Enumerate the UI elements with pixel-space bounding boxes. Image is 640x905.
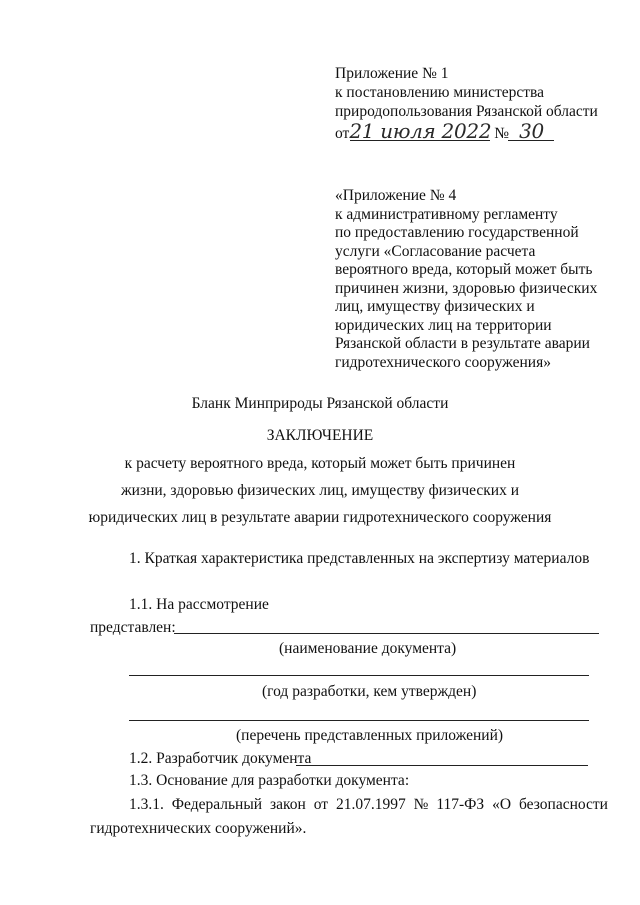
item-1-3-1-word: 1.3.1. (129, 796, 164, 813)
number-underline (508, 140, 554, 141)
appendix4-line: к административному регламенту (335, 206, 558, 223)
appendix4-line: по предоставлению государственной (335, 224, 579, 241)
document-name-blank-line (174, 633, 599, 634)
from-label: от (335, 125, 350, 142)
conclusion-title: ЗАКЛЮЧЕНИЕ (266, 427, 374, 444)
item-1-3-basis: 1.3. Основание для разработки документа: (129, 772, 410, 789)
appendix4-line: вероятного вреда, который может быть (335, 261, 593, 278)
conclusion-subtitle-line: жизни, здоровью физических лиц, имуществу физических и (120, 482, 520, 499)
conclusion-subtitle-line: юридических лиц в результате аварии гидротехнического сооружения (88, 509, 552, 526)
caption-year-approved: (год разработки, кем утвержден) (262, 683, 477, 700)
item-1-3-1-word: 117-ФЗ (436, 796, 485, 813)
conclusion-subtitle-line: к расчету вероятного вреда, который может быть причинен (124, 455, 516, 472)
developer-blank-line (296, 765, 588, 766)
appendix4-line: Рязанской области в результате аварии (335, 335, 590, 352)
handwritten-number: 30 (519, 119, 544, 143)
item-1-3-1-word: «О (492, 796, 512, 813)
item-1-3-1-line (129, 797, 608, 813)
year-blank-line (129, 675, 589, 676)
item-1-1-label: 1.1. На рассмотрение (129, 596, 269, 613)
item-1-3-1-word: закон (269, 796, 306, 813)
item-1-2-developer: 1.2. Разработчик документа (129, 750, 312, 767)
appendix4-line: лиц, имуществу физических и (335, 298, 535, 315)
item-1-3-1-word: безопасности (519, 796, 608, 813)
handwritten-date: 21 июля 2022 (349, 119, 492, 143)
item-1-3-1-word: Федеральный (171, 796, 263, 813)
item-1-3-1-word: № (413, 796, 429, 813)
caption-document-name: (наименование документа) (279, 640, 457, 657)
blank-title: Бланк Минприроды Рязанской области (191, 395, 449, 412)
section1-heading: 1. Краткая характеристика представленных на экспертизу материалов (129, 550, 590, 567)
appendix4-line: «Приложение № 4 (335, 187, 457, 204)
appendix4-line: причинен жизни, здоровью физических (335, 280, 598, 297)
appendix1-date-line (335, 121, 544, 142)
appendix1-line1: Приложение № 1 (335, 65, 449, 82)
date-underline (350, 140, 490, 141)
appendix1-line3: природопользования Рязанской области (335, 103, 598, 120)
caption-appendices: (перечень представленных приложений) (236, 727, 504, 744)
item-1-3-1-word: от (313, 796, 329, 813)
appendix1-line2: к постановлению министерства (335, 84, 545, 101)
item-1-3-1-continuation: гидротехнических сооружений». (90, 820, 307, 837)
item-1-3-1-word: 21.07.1997 (335, 796, 406, 813)
item-1-1-represented-label: представлен: (90, 619, 176, 636)
appendix4-line: юридических лиц на территории (335, 317, 552, 334)
appendix4-line: гидротехнического сооружения» (335, 354, 551, 371)
appendix4-line: услуги «Согласование расчета (335, 243, 536, 260)
number-label: № (494, 125, 510, 142)
appendices-blank-line (129, 720, 589, 721)
